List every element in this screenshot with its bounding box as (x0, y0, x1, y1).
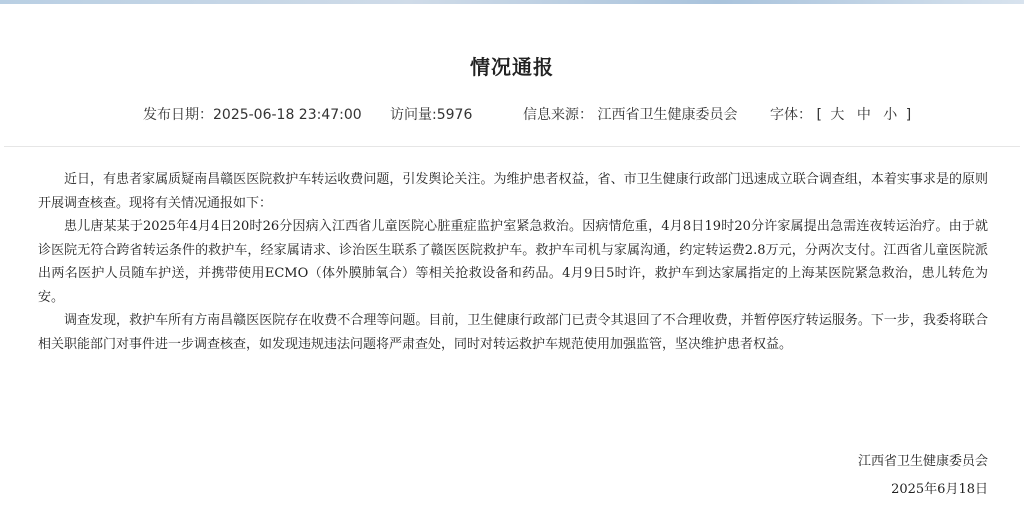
font-bracket-close: ] (905, 107, 912, 123)
signature-block (858, 448, 988, 504)
paragraph-intro: 近日，有患者家属质疑南昌赣医医院救护车转运收费问题，引发舆论关注。为维护患者权益，省、市卫生健康行政部门迅速成立联合调查组，本着实事求是的原则开展调查核查。现将有关情况通报如下： (38, 172, 988, 211)
header-divider (4, 146, 1020, 147)
visit-count: 访问量:5976 (390, 107, 473, 123)
paragraph-findings: 调查发现，救护车所有方南昌赣医医院存在收费不合理等问题。目前，卫生健康行政部门已责令其退回了不合理收费，并暂停医疗转运服务。下一步，我委将联合相关职能部门对事件进一步调查核查，如发现违规违法问题将严肃查处，同时对转运救护车规范使用加强监管，坚决维护患者权益。 (38, 313, 988, 352)
font-size-small-button[interactable]: 小 (883, 107, 898, 123)
font-bracket-open: [ (816, 107, 822, 123)
article-body (38, 168, 988, 356)
signature-date: 2025年6月18日 (891, 482, 988, 497)
font-size-medium-button[interactable]: 中 (856, 107, 871, 123)
paragraph-details: 患儿唐某某于2025年4月4日20时26分因病入江西省儿童医院心脏重症监护室紧急救治。因病情危重，4月8日19时20分许家属提出急需连夜转运治疗。由于就诊医院无符合跨省转运条件的救护车，经家属请求、诊治医生联系了赣医医院救护车。救护车司机与家属沟通，约定转运费2.8万元，分两次支付。江西省儿童医院派出两名医护人员随车护送，并携带使用ECMO（体外膜肺氧合）等相关抢救设备和药品。4月9日5时许，救护车到达家属指定的上海某医院紧急救治，患儿转危为安。 (38, 219, 988, 305)
font-size-large-button[interactable]: 大 (830, 107, 845, 123)
font-size-label: 字体： (770, 107, 812, 123)
signature-org: 江西省卫生健康委员会 (857, 454, 988, 469)
info-source: 信息来源： 江西省卫生健康委员会 (523, 107, 738, 123)
article-meta (0, 104, 1024, 124)
top-banner-strip (0, 0, 1024, 4)
publish-date: 发布日期：2025-06-18 23:47:00 (143, 107, 362, 123)
page-title: 情况通报 (470, 55, 554, 80)
font-size-switcher (770, 104, 911, 124)
